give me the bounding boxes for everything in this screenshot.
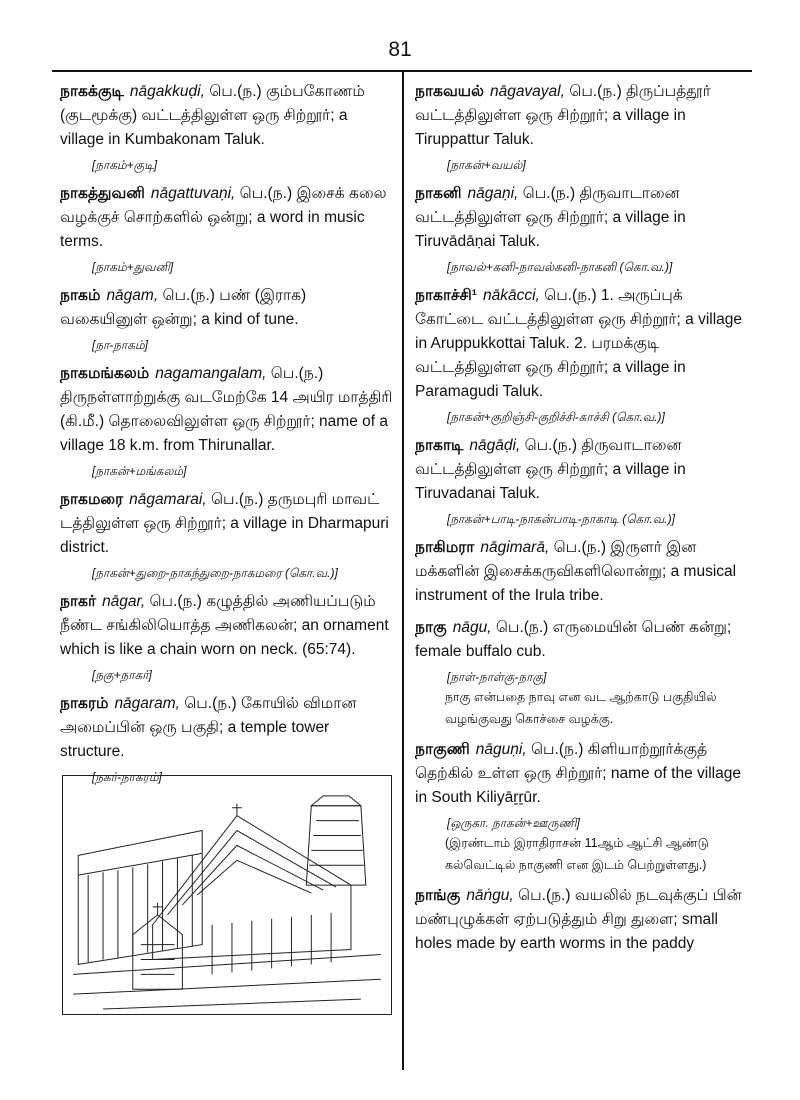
definition: பெ.(ந.) கும்பகோணம் (குடமூக்கு) வட்டத்திலுள்ள ஒரு சிற்றூர்; a village in Kumbakonam Taluk. [60, 83, 365, 148]
left-column [60, 80, 395, 794]
headword: நாகம் [60, 287, 101, 304]
dictionary-entry [60, 362, 395, 480]
etymology: [நாகம்+துவனி] [92, 260, 174, 274]
etymology: [நாகன்+பாடி-நாகன்பாடி-நாகாடி (கொ.வ.)] [447, 512, 675, 526]
etymology: [நாள்-நாள்கு-நாகு] [447, 670, 547, 684]
definition: பெ.(ந.) வயலில் நடவுக்குப் பின் மண்புழுக்கள் ஏற்படுத்தும் சிறு துளை; small holes made by earth worms in the paddy [415, 887, 742, 952]
headword: நாகமரை [60, 491, 124, 508]
definition: பெ.(ந.) 1. அருப்புக் கோட்டை வட்டத்திலுள்ள ஒரு சிற்றூர்; a village in Aruppukkottai Taluk. 2. பரமக்குடி வட்டத்திலுள்ள ஒரு சிற்றூர்; a village in Paramagudi Taluk. [415, 287, 743, 400]
transliteration: nāgimarā, [480, 539, 550, 556]
headword: நாகத்துவனி [60, 185, 145, 202]
transliteration: nāṅgu, [466, 887, 514, 904]
definition: பெ.(ந.) பண் (இராக) வகையினுள் ஒன்று; a kind of tune. [60, 287, 307, 328]
transliteration: nāgāḍi, [469, 437, 521, 454]
dictionary-entry [415, 434, 750, 528]
dictionary-entry [415, 536, 750, 608]
headword: நாகவயல் [415, 83, 484, 100]
temple-drawing [63, 776, 391, 1014]
dictionary-entry [415, 884, 750, 956]
dictionary-entry [415, 182, 750, 276]
transliteration: nāgam, [106, 287, 159, 304]
dictionary-entry [60, 80, 395, 174]
definition: பெ.(ந.) திருப்பத்தூர் வட்டத்திலுள்ள ஒரு சிற்றூர்; a village in Tiruppattur Taluk. [415, 83, 711, 148]
dictionary-entry [60, 590, 395, 684]
transliteration: nāgu, [452, 619, 492, 636]
transliteration: nāgattuvaṇi, [150, 185, 236, 202]
dictionary-entry [415, 284, 750, 426]
definition: பெ.(ந.) கோயில் விமான அமைப்பின் ஒரு பகுதி; a temple tower structure. [60, 695, 357, 760]
definition: பெ.(ந.) தருமபுரி மாவட் டத்திலுள்ள ஒரு சிற்றூர்; a village in Dharmapuri district. [60, 491, 389, 556]
dictionary-entry [60, 692, 395, 786]
transliteration: nāgavayal, [489, 83, 565, 100]
headword: நாகமங்கலம் [60, 365, 150, 382]
right-column [415, 80, 750, 964]
etymology: [நாகன்+துறை-நாகந்துறை-நாகமரை (கொ.வ.)] [92, 566, 338, 580]
etymology: [நாகம்+குடி] [92, 158, 158, 172]
definition: பெ.(ந.) திருநள்ளாற்றுக்கு வடமேற்கே 14 அயிர மாத்திரி (கி.மீ.) தொலைவிலுள்ள ஒரு சிற்றூர்; name of a village 18 k.m. from Thirunallar. [60, 365, 393, 454]
headword: நாங்கு [415, 887, 461, 904]
dictionary-entry [60, 284, 395, 354]
etymology: [நாகன்+வயல்] [447, 158, 526, 172]
definition: பெ.(ந.) திருவாடானை வட்டத்திலுள்ள ஒரு சிற்றூர்; a village in Tiruvādāṇai Taluk. [415, 185, 686, 250]
headword: நாகாடி [415, 437, 464, 454]
etymology: [நாகன்+குறிஞ்சி-குறிச்சி-காச்சி (கொ.வ.)] [447, 410, 665, 424]
headword: நாகாச்சி¹ [415, 287, 477, 304]
etymology: [நாகன்+மங்கலம்] [92, 464, 187, 478]
headword: நாகக்குடி [60, 83, 124, 100]
etymology: [ஒருகா. நாகன்+ஊருணி] [447, 816, 580, 830]
headword: நாகிமரா [415, 539, 475, 556]
transliteration: nāgar, [102, 593, 146, 610]
usage-note: (இரண்டாம் இராதிராசன் 11ஆம் ஆட்சி ஆண்டு கல்வெட்டில் நாகுணி என இடம் பெற்றுள்ளது.) [445, 836, 709, 872]
definition: பெ.(ந.) இசைக் கலை வழக்குச் சொற்களில் ஒன்று; a word in music terms. [60, 185, 387, 250]
etymology: [நாவல்+கனி-நாவல்கனி-நாகனி (கொ.வ.)] [447, 260, 673, 274]
usage-note: நாகு என்பதை நாவு என வட ஆற்காடு பகுதியில் வழங்குவது கொச்சை வழக்கு. [445, 690, 717, 726]
transliteration: nāgamarai, [129, 491, 207, 508]
dictionary-entry [415, 616, 750, 730]
transliteration: nāgaram, [114, 695, 180, 712]
transliteration: nāguṇi, [475, 741, 527, 758]
dictionary-entry [415, 80, 750, 174]
etymology: [நகர்-நாகரம்] [92, 770, 162, 784]
headword: நாகர் [60, 593, 97, 610]
headword: நாகனி [415, 185, 462, 202]
headword: நாகுணி [415, 741, 470, 758]
definition: பெ.(ந.) இருளர் இன மக்களின் இசைக்கருவிகளிலொன்று; a musical instrument of the Irula tribe. [415, 539, 737, 604]
etymology: [நா-நாகம்] [92, 338, 148, 352]
definition: பெ.(ந.) கழுத்தில் அணியப்படும் நீண்ட சங்கிலியொத்த அணிகலன்; an ornament which is like a chain worn on neck. (65:74). [60, 593, 389, 658]
dictionary-entry [60, 488, 395, 582]
transliteration: nāgaṇi, [467, 185, 519, 202]
column-divider [402, 70, 404, 1070]
definition: பெ.(ந.) எருமையின் பெண் கன்று; female buffalo cub. [415, 619, 732, 660]
headword: நாகரம் [60, 695, 109, 712]
dictionary-entry [60, 182, 395, 276]
page-number: 81 [388, 38, 412, 61]
definition: பெ.(ந.) திருவாடானை வட்டத்திலுள்ள ஒரு சிற்றூர்; a village in Tiruvadanai Taluk. [415, 437, 686, 502]
transliteration: nākācci, [482, 287, 540, 304]
transliteration: nāgakkuḍi, [129, 83, 205, 100]
definition: பெ.(ந.) கிளியாற்றூர்க்குத் தெற்கில் உள்ள ஒரு சிற்றூர்; name of the village in South Kiliyāṟṟūr. [415, 741, 741, 806]
temple-tower-illustration [62, 775, 392, 1015]
headword: நாகு [415, 619, 447, 636]
transliteration: nagamangalam, [155, 365, 267, 382]
dictionary-entry [415, 738, 750, 876]
etymology: [நகு+நாகர்] [92, 668, 152, 682]
